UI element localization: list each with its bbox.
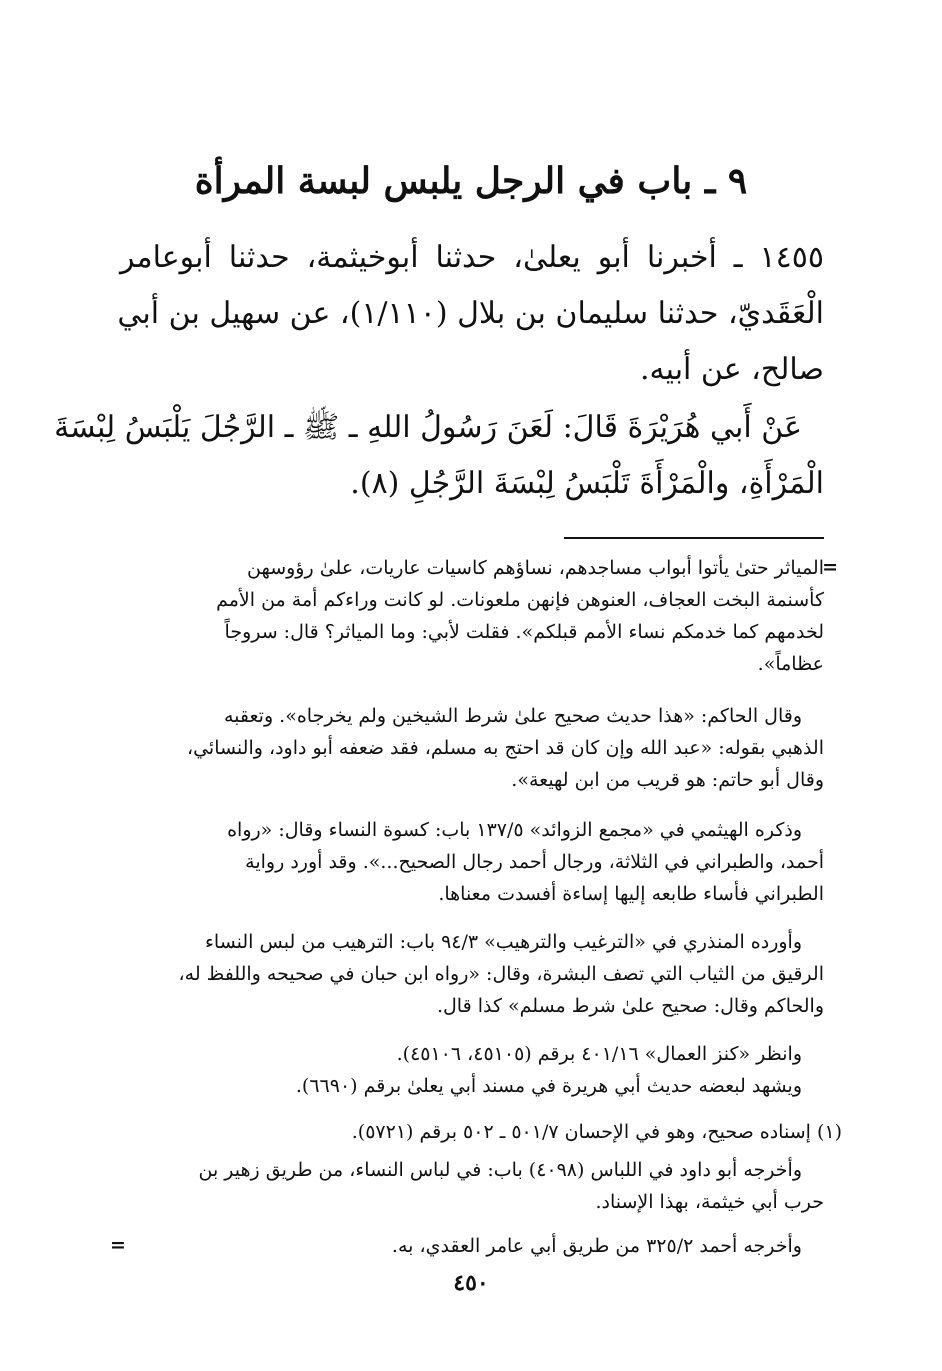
footnote-line: وأخرجه أبو داود في اللباس (٤٠٩٨) باب: في لباس النساء، من طريق زهير بن <box>198 1159 802 1181</box>
footnote-line: (١) إسناده صحيح، وهو في الإحسان ٥٠١/٧ ـ ٥٠٢ برقم (٥٧٢١). <box>351 1121 842 1143</box>
footnote-line: أحمد، والطبراني في الثلاثة، ورجال أحمد رجال الصحيح...». وقد أورد رواية <box>245 851 824 873</box>
hadith-matn <box>54 400 824 512</box>
hadith-isnad <box>117 230 824 398</box>
footnote-hakim <box>118 700 824 796</box>
footnote-line: الرقيق من الثياب التي تصف البشرة، وقال: «رواه ابن حبان في صحيحه واللفظ له، <box>178 963 824 985</box>
footnote-line: وأورده المنذري في «الترغيب والترهيب» ٩٤/٣ باب: الترهيب من لبس النساء <box>204 931 802 953</box>
footnote-line: وقال الحاكم: «هذا حديث صحيح علىٰ شرط الشيخين ولم يخرجاه». وتعقبه <box>223 705 802 727</box>
isnad-line: ١٤٥٥ ـ أخبرنا أبو يعلىٰ، حدثنا أبوخيثمة، حدثنا أبوعامر <box>120 240 824 275</box>
footnote-line: وانظر «كنز العمال» ٤٠١/١٦ برقم (٤٥١٠٥، ٤٥١٠٦). <box>396 1043 802 1065</box>
footnote-mundhiri <box>118 926 824 1022</box>
footnote-1 <box>118 1116 842 1148</box>
footnote-separator <box>564 537 824 539</box>
footnote-abudawud <box>118 1154 824 1218</box>
matn-line: الْمَرْأَةِ، والْمَرْأَةَ تَلْبَسُ لِبْسَةَ الرَّجُلِ (٨). <box>350 466 824 501</box>
footnote-line: وقال أبو حاتم: هو قريب من ابن لهيعة». <box>511 769 824 791</box>
continues-marker: = <box>110 1234 126 1256</box>
footnote-continuation <box>118 552 824 680</box>
footnote-line: الذهبي بقوله: «عبد الله وإن كان قد احتج به مسلم، فقد ضعفه أبو داود، والنسائي، <box>186 737 824 759</box>
continued-marker: = <box>822 556 838 578</box>
page-number: ٤٥٠ <box>453 1270 489 1296</box>
footnote-line: كأسنمة البخت العجاف، العنوهن فإنهن ملعونات. لو كانت وراءكم أمة من الأمم <box>216 589 824 611</box>
footnote-line: حرب أبي خيثمة، بهذا الإسناد. <box>595 1191 824 1213</box>
isnad-line: صالح، عن أبيه. <box>640 352 824 387</box>
chapter-title: ٩ ـ باب في الرجل يلبس لبسة المرأة <box>194 160 748 202</box>
footnote-line: ويشهد لبعضه حديث أبي هريرة في مسند أبي يعلىٰ برقم (٦٦٩٠). <box>295 1075 802 1097</box>
footnote-ahmad <box>118 1230 824 1262</box>
footnote-line: وذكره الهيثمي في «مجمع الزوائد» ١٣٧/٥ باب: كسوة النساء وقال: «رواه <box>227 819 802 841</box>
footnote-line: عظاماً». <box>757 653 824 675</box>
footnote-line: والحاكم وقال: صحيح علىٰ شرط مسلم» كذا قال. <box>436 995 824 1017</box>
footnote-line: وأخرجه أحمد ٣٢٥/٢ من طريق أبي عامر العقدي، به. <box>391 1235 802 1257</box>
footnote-line: لخدمهم كما خدمكم نساء الأمم قبلكم». فقلت لأبي: وما المياثر؟ قال: سروجاً <box>224 621 824 643</box>
isnad-line: الْعَقَديّ، حدثنا سليمان بن بلال (١/١١٠)، عن سهيل بن أبي <box>117 296 824 331</box>
footnote-refs <box>118 1038 824 1102</box>
footnote-line: المياثر حتىٰ يأتوا أبواب مساجدهم، نساؤهم كاسيات عاريات، علىٰ رؤوسهن <box>246 557 824 579</box>
matn-line: عَنْ أَبي هُرَيْرَةَ قَالَ: لَعَنَ رَسُولُ اللهِ ـ ﷺ ـ الرَّجُلَ يَلْبَسُ لِبْسَةَ <box>54 410 802 445</box>
footnote-haythami <box>118 814 824 910</box>
footnote-line: الطبراني فأساء طابعه إليها إساءة أفسدت معناها. <box>438 883 824 905</box>
